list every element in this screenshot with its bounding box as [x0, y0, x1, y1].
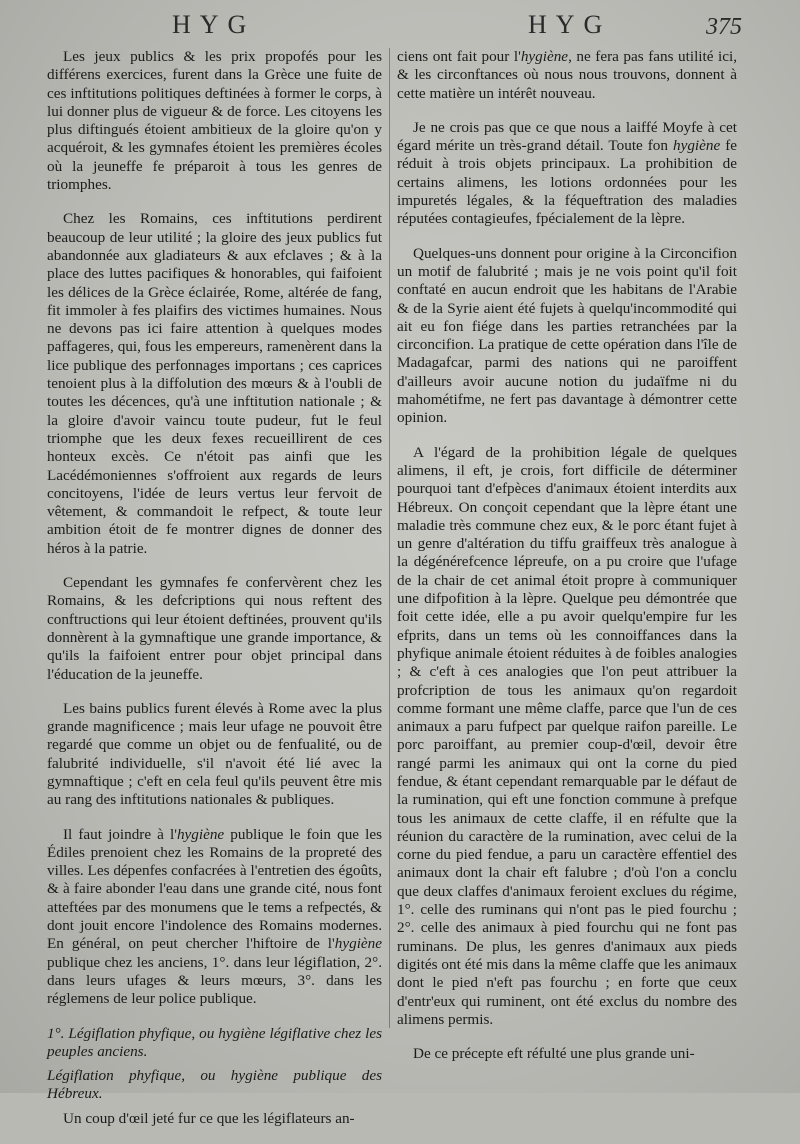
emphasis: hygiène	[176, 825, 225, 843]
paragraph	[397, 119, 737, 229]
subsection-heading: Légiflation phyfique, ou hygiène publique des Hébreux.	[47, 1067, 382, 1103]
text-run: Je ne crois pas que ce que nous a laiffé Moyfe à cet égard mérite un très-grand détail. Toute fon	[397, 118, 737, 155]
paragraph	[47, 826, 382, 1009]
right-column	[397, 48, 737, 1079]
column-divider	[389, 48, 390, 1028]
text-run: , ne fera pas fans utilité ici, & les circonftances où nous nous trouvons, donnent à cette matière un intérêt nouveau.	[397, 48, 738, 102]
text-run: Il faut joindre à l'	[63, 825, 177, 843]
text-run: fe réduit à trois objets principaux. La prohibition de certains alimens, les lotions ordonnées pour les impuretés légales, & la féqueftration des maladies réputées contagieufes, fpécialement de la lèpre.	[397, 137, 737, 228]
text-run: publique chez les anciens, 1°. dans leur légiflation, 2°. dans leurs ufages & leurs mœurs, 3°. dans les réglemens de leur police publique.	[47, 953, 382, 1008]
paragraph	[397, 48, 737, 103]
paragraph: Cependant les gymnafes fe confervèrent chez les Romains, & les defcriptions qui nous reftent des conftructions qui leur étoient deftinées, prouvent qu'ils donnèrent à la gymnaftique une grande importance, & qu'ils la faifoient entrer pour objet principal dans l'éducation de la jeuneffe.	[47, 574, 382, 683]
emphasis: hygiène	[520, 48, 569, 65]
text-run: publique le foin que les Édiles prenoient chez les Romains de la propreté des villes. Les dépenfes confacrées à l'entretien des égoûts, & à faire abonder l'eau dans une grande cité, nous font atteftées par des monumens que le tems a refpectés, & dont jouit encore l'indolence des Romains modernes. En général, on peut chercher l'hiftoire de l'	[47, 825, 382, 953]
left-column	[47, 48, 382, 1144]
emphasis: hygiène	[672, 137, 721, 155]
paragraph: Les bains publics furent élevés à Rome avec la plus grande magnificence ; mais leur ufage ne pouvoit être regardé que comme un objet ou de fenfualité, ou de falubrité individuelle, s'il n'avoit été lié avec la gymnaftique ; c'eft en cela feul qu'ils peuvent être mis au rang des inftitutions nationales & publiques.	[47, 699, 382, 809]
paragraph: De ce précepte eft réfulté une plus grande uni-	[413, 1045, 695, 1063]
section-heading: 1°. Légiflation phyfique, ou hygiène légiflative chez les peuples anciens.	[47, 1024, 382, 1060]
paragraph: Un coup d'œil jeté fur ce que les légiflateurs an-	[63, 1109, 355, 1127]
paragraph: Chez les Romains, ces inftitutions perdirent beaucoup de leur utilité ; la gloire des jeux publics fut abandonnée aux gladiateurs & aux efclaves ; & à la place des luttes pacifiques & honorables, qui faifoient les délices de la Grèce éclairée, Rome, altérée de fang, fit immoler à fes plaifirs des victimes humaines. Nous ne devons pas ici faire attention à quelques modes paffageres, qui, fous les empereurs, ramenèrent dans la lice publique des perfonnages importans ; ces caprices tenoient plus à la diffolution des mœurs & à l'oubli de toutes les décences, qu'à une inftitution nationale ; & la gloire d'avoir vaincu toute pudeur, fut le feul triomphe que les deux fexes recueillirent de ces honteux excès. Ce n'étoit pas ainfi que les Lacédémoniennes s'offroient aux regards de leurs concitoyens, l'idée de leurs vertus leur fervoit de vêtement, & commandoit le refpect, & toute leur ambition étoit de fe montrer dignes de donner des héros à la patrie.	[47, 210, 382, 557]
page-header	[0, 10, 800, 40]
running-head-left: HYG	[172, 10, 256, 39]
emphasis: hygiène	[334, 935, 382, 953]
paragraph: Les jeux publics & les prix propofés pour les différens exercices, furent dans la Grèce une fuite de ces inftitutions politiques deftinées à former le corps, à lui donner plus de vigueur & de force. Les citoyens les plus diftingués étoient ambitieux de la gloire qu'on y acquéroit, & les gymnafes étoient les premières écoles où la jeuneffe fe préparoit à tous les genres de triomphes.	[47, 48, 382, 194]
running-head-right: HYG	[528, 10, 612, 39]
text-run: ciens ont fait pour l'	[397, 48, 521, 65]
page-number: 375	[706, 14, 742, 40]
paragraph: Quelques-uns donnent pour origine à la Circoncifion un motif de falubrité ; mais je ne vois point qu'il foit conftaté en aucun endroit que les habitans de l'Arabie & de la Syrie aient été fujets à quelqu'incommodité qui ait eu fon fiége dans les parties retranchées par la circoncifion. La pratique de cette opération dans l'île de Madagafcar, parmi des nations qui ne paroiffent d'ailleurs avoir aucune notion du judaïfme ni du mahométifme, ne fert pas davantage à démontrer cette opinion.	[397, 244, 737, 427]
paragraph: A l'égard de la prohibition légale de quelques alimens, il eft, je crois, fort difficile de déterminer pourquoi tant d'efpèces d'animaux étoient interdits aux Hébreux. On conçoit cependant que la lèpre étant une maladie très commune chez eux, & le porc étant fujet à un genre d'altération du tiffu graiffeux très analogue à la dégénérefcence lépreufe, on a pu croire que l'ufage de la chair de cet animal étoit propre à communiquer une difpofition à la lèpre. Quelque peu démontrée que foit cette idée, elle a pu avoir quelqu'empire fur les efprits, dans un tems où les connoiffances dans la phyfique animale étoient réduites à de foibles analogies ; & c'eft à ces analogies que l'on peut attribuer la profcription de tous les animaux qu'on regardoit comme formant une même claffe, parce que l'un de ces animaux a paru fufpect par quelque raifon pareille. Le porc paroiffant, au premier coup-d'œil, devoir être rangé parmi les animaux qui ont la corne du pied fendue, & étant cependant remarquable par le défaut de la rumination, qui eft une fonction commune à prefque tous les animaux de cette claffe, il en réfulte que la réunion du caractère de la rumination, avec celui de la corne du pied fendue, a paru un caractère effentiel des animaux dont la chair eft falubre ; d'où l'on a conclu que deux claffes d'animaux feroient exclues du régime, 1°. celle des ruminans qui n'ont pas le pied fourchu ; 2°. celle des animaux à pied fourchu qui ne font pas ruminans. De plus, les genres d'animaux aux pieds digités ont été mis dans la même claffe que les animaux dont le pied n'eft pas fourchu ; en forte que ceux d'entr'eux qui ruminent, ont été exclus du nombre des alimens permis.	[397, 443, 737, 1028]
